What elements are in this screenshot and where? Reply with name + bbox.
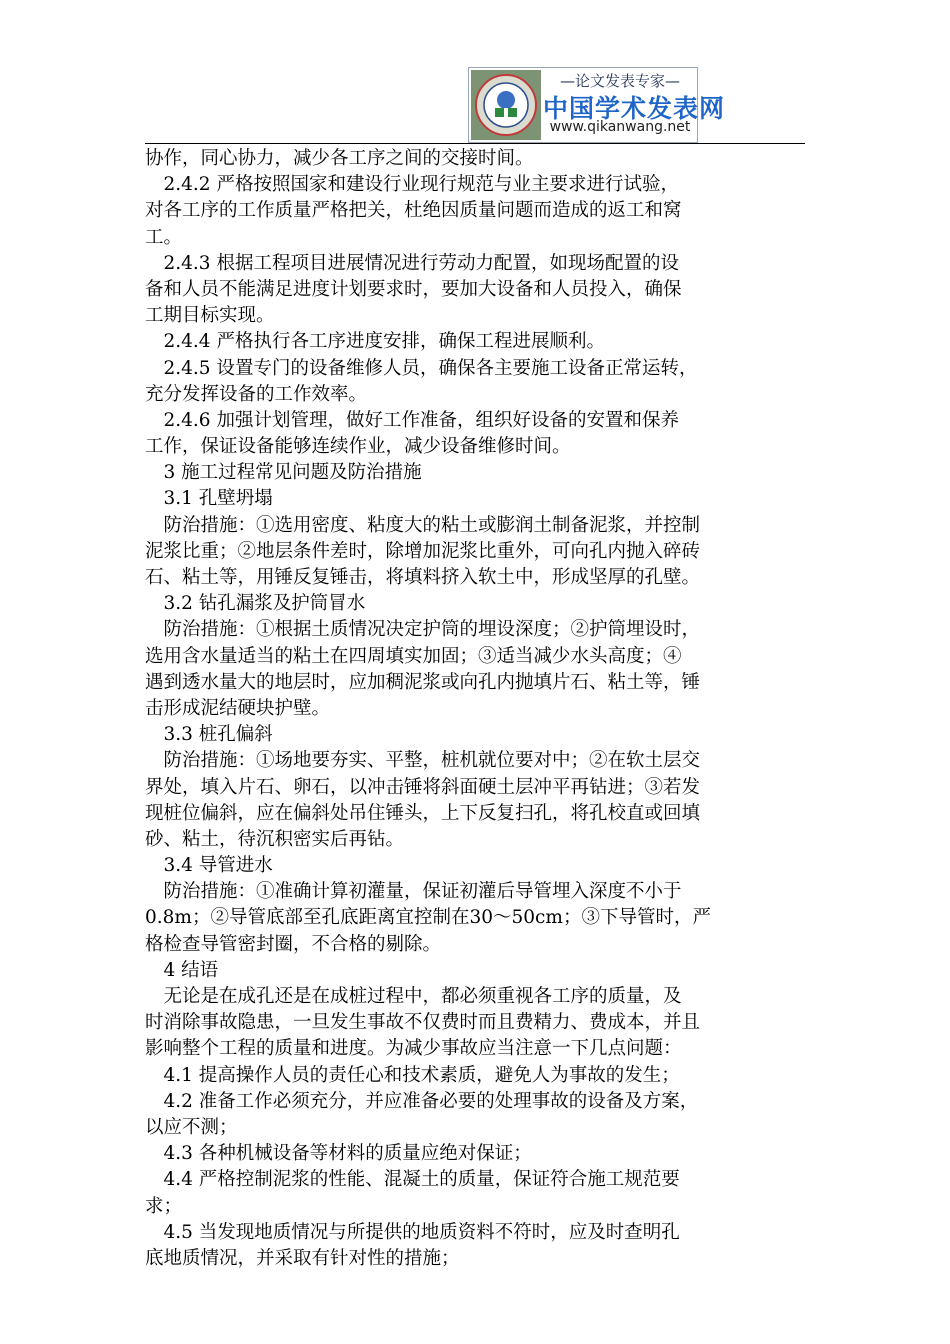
text-line: 以应不测；	[145, 1116, 238, 1138]
text-line: 0.8m；②导管底部至孔底距离宜控制在30～50cm；③下导管时，严	[145, 907, 711, 929]
text-line: 现桩位偏斜，应在偏斜处吊住锤头，上下反复扫孔，将孔校直或回填	[145, 802, 701, 824]
site-seal-logo	[471, 70, 541, 140]
text-line: 工。	[145, 226, 183, 248]
text-line: 协作，同心协力，减少各工序之间的交接时间。	[145, 148, 534, 169]
banner-slogan: —论文发表专家—	[559, 72, 680, 90]
text-line: 对各工序的工作质量严格把关，杜绝因质量问题而造成的返工和窝	[145, 200, 682, 222]
text-line: 3.4 导管进水	[145, 855, 273, 877]
text-line: 格检查导管密封圈，不合格的剔除。	[145, 933, 442, 955]
banner-url: www.qikanwang.net	[549, 119, 691, 135]
text-line: 影响整个工程的质量和进度。为减少事故应当注意一下几点问题：	[145, 1038, 682, 1060]
text-line: 3.1 孔壁坍塌	[145, 488, 273, 510]
text-line: 遇到透水量大的地层时，应加稠泥浆或向孔内抛填片石、粘土等，锤	[145, 671, 701, 693]
document-body	[145, 146, 805, 1272]
text-line: 求；	[145, 1195, 183, 1217]
text-line: 无论是在成孔还是在成桩过程中，都必须重视各工序的质量，及	[145, 986, 682, 1007]
text-line: 充分发挥设备的工作效率。	[145, 383, 368, 405]
text-line: 防治措施：①准确计算初灌量，保证初灌后导管埋入深度不小于	[145, 881, 682, 903]
text-line: 界处，填入片石、卵石，以冲击锤将斜面硬土层冲平再钻进；③若发	[145, 776, 701, 798]
text-line: 2.4.5 设置专门的设备维修人员，确保各主要施工设备正常运转，	[145, 357, 698, 379]
text-line: 4.5 当发现地质情况与所提供的地质资料不符时，应及时查明孔	[145, 1221, 680, 1243]
site-banner	[468, 67, 726, 143]
text-line: 防治措施：①场地要夯实、平整，桩机就位要对中；②在软土层交	[145, 750, 701, 772]
text-line: 4.2 准备工作必须充分，并应准备必要的处理事故的设备及方案，	[145, 1090, 699, 1112]
text-line: 泥浆比重；②地层条件差时，除增加泥浆比重外，可向孔内抛入碎砖	[145, 540, 701, 562]
text-line: 时消除事故隐患，一旦发生事故不仅费时而且费精力、费成本，并且	[145, 1012, 701, 1034]
text-line: 击形成泥结硬块护壁。	[145, 697, 331, 719]
text-line: 工期目标实现。	[145, 305, 275, 327]
text-line: 4 结语	[145, 959, 219, 981]
text-line: 防治措施：①根据土质情况决定护筒的埋设深度；②护筒埋设时，	[145, 619, 701, 641]
text-line: 3.2 钻孔漏浆及护筒冒水	[145, 593, 366, 615]
text-line: 备和人员不能满足进度计划要求时，要加大设备和人员投入，确保	[145, 278, 682, 300]
text-line: 2.4.4 严格执行各工序进度安排，确保工程进展顺利。	[145, 331, 605, 353]
text-line: 3 施工过程常见问题及防治措施	[145, 462, 422, 484]
text-line: 石、粘土等，用锤反复锤击，将填料挤入软土中，形成坚厚的孔壁。	[145, 567, 701, 588]
banner-brand: 中国学术发表网	[543, 94, 726, 123]
text-line: 砂、粘土，待沉积密实后再钻。	[145, 828, 405, 850]
text-line: 4.3 各种机械设备等材料的质量应绝对保证；	[145, 1143, 532, 1165]
text-line: 3.3 桩孔偏斜	[145, 724, 273, 746]
text-line: 选用含水量适当的粘土在四周填实加固；③适当减少水头高度；④	[145, 645, 682, 667]
text-line: 防治措施：①选用密度、粘度大的粘土或膨润土制备泥浆，并控制	[145, 514, 701, 536]
text-line: 2.4.3 根据工程项目进展情况进行劳动力配置，如现场配置的设	[145, 252, 679, 274]
header-rule	[145, 143, 805, 144]
text-line: 4.1 提高操作人员的责任心和技术素质，避免人为事故的发生；	[145, 1064, 680, 1086]
text-line: 4.4 严格控制泥浆的性能、混凝土的质量，保证符合施工规范要	[145, 1169, 680, 1191]
text-line: 底地质情况，并采取有针对性的措施；	[145, 1247, 460, 1269]
text-line: 工作，保证设备能够连续作业，减少设备维修时间。	[145, 436, 571, 458]
text-line: 2.4.2 严格按照国家和建设行业现行规范与业主要求进行试验，	[145, 174, 679, 196]
text-line: 2.4.6 加强计划管理，做好工作准备，组织好设备的安置和保养	[145, 409, 679, 431]
